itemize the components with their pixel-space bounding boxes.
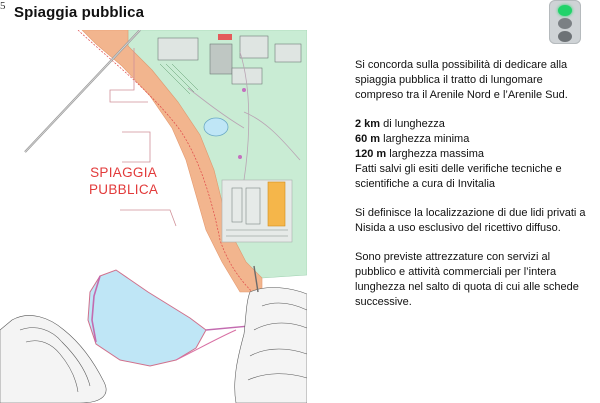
- traffic-light-icon: [549, 0, 581, 44]
- green-light-icon: [558, 5, 572, 16]
- min-width-value: 60 m: [355, 133, 381, 145]
- red-building: [218, 34, 232, 40]
- page-number: 5: [0, 0, 6, 12]
- length-text: di lunghezza: [380, 118, 445, 130]
- private-lidos-paragraph: Si definisce la localizzazione di due lidi privati a Nisida a uso esclusivo del ricettivo diffuso.: [355, 207, 586, 234]
- checks-text: Fatti salvi gli esiti delle verifiche tecniche e scientifiche a cura di Invitalia: [355, 163, 562, 190]
- facilities-paragraph: Sono previste attrezzature con servizi al pubblico e attività commerciali per l’intera lunghezza nel salto di quota di cui alle schede successive.: [355, 251, 579, 308]
- max-width-text: larghezza massima: [386, 148, 485, 160]
- public-beach-label-line1: SPIAGGIA: [90, 165, 158, 180]
- intro-paragraph: Si concorda sulla possibilità di dedicare alla spiaggia pubblica il tratto di lungomare compreso tra il Arenile Nord e l’Arenile Sud.: [355, 59, 568, 101]
- yellow-light-off-icon: [558, 18, 572, 29]
- site-map: [0, 30, 307, 403]
- min-width-line: [355, 132, 587, 147]
- orange-building: [268, 182, 285, 226]
- length-line: [355, 117, 587, 132]
- description-panel: [355, 58, 587, 324]
- red-light-off-icon: [558, 31, 572, 42]
- max-width-line: [355, 147, 587, 162]
- water-basin: [88, 270, 206, 366]
- pond: [204, 118, 228, 136]
- public-beach-label-line2: PUBBLICA: [89, 182, 159, 197]
- page-title: Spiaggia pubblica: [14, 4, 145, 21]
- min-width-text: larghezza minima: [380, 133, 470, 145]
- public-beach-label: [89, 164, 158, 198]
- max-width-value: 120 m: [355, 148, 387, 160]
- dimensions-block: [355, 117, 587, 192]
- length-value: 2 km: [355, 118, 381, 130]
